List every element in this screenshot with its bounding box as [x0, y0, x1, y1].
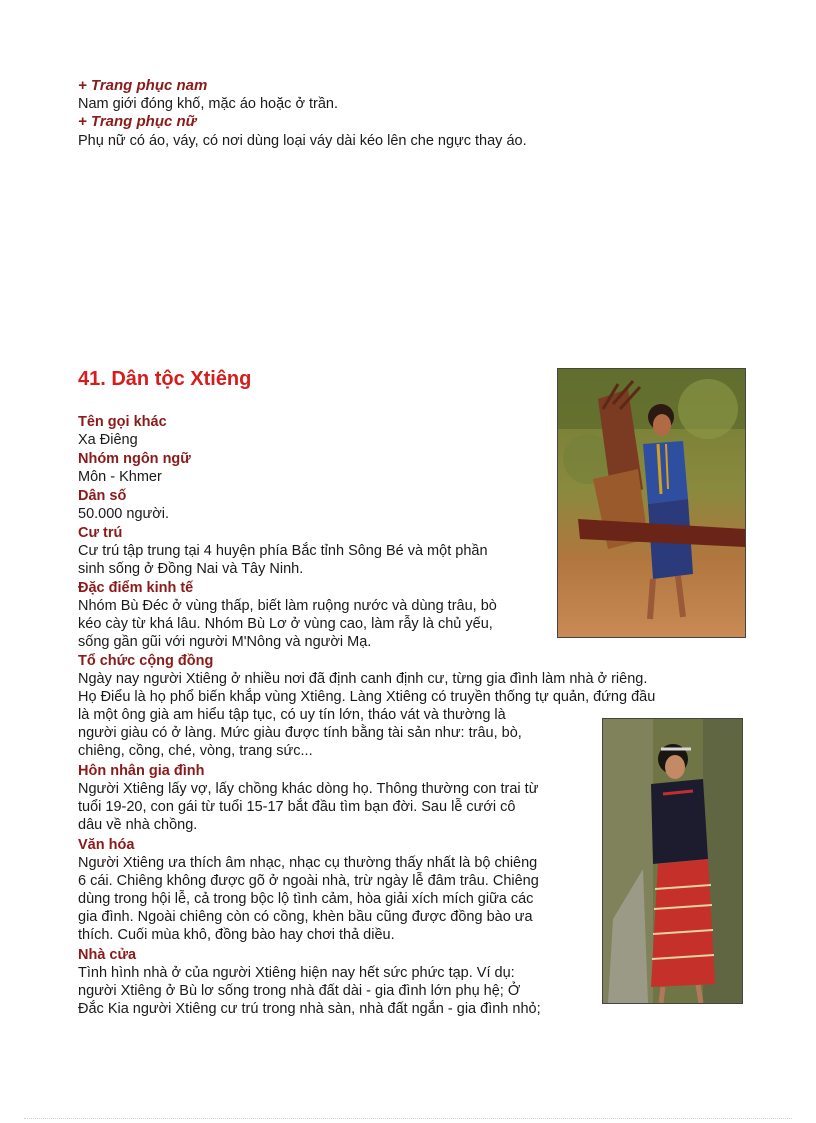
- section-heading-marriage: Hôn nhân gia đình: [78, 763, 205, 779]
- photo-woman-traditional-costume-image: [603, 719, 742, 1003]
- section-line: là một ông già am hiểu tập tục, có uy tín lớn, tháo vát và thường là: [78, 707, 506, 723]
- section-heading-economy: Đặc điểm kinh tế: [78, 580, 194, 596]
- section-line: thích. Cuối mùa khô, đồng bào hay chơi thả diều.: [78, 927, 395, 943]
- section-line: tuổi 19-20, con gái từ tuổi 15-17 bắt đầu tìm bạn đời. Sau lễ cưới cô: [78, 799, 516, 815]
- section-line: chiêng, cồng, ché, vòng, trang sức...: [78, 743, 313, 759]
- men-costume-text: Nam giới đóng khố, mặc áo hoặc ở trần.: [78, 96, 339, 112]
- photo-woman-carrying-wood: [557, 368, 746, 638]
- women-costume-heading: + Trang phục nữ: [78, 113, 197, 130]
- section-line: Ngày nay người Xtiêng ở nhiều nơi đã định canh định cư, từng gia đình làm nhà ở riêng.: [78, 671, 648, 687]
- section-line: Đắc Kia người Xtiêng cư trú trong nhà sàn, nhà đất ngắn - gia đình nhỏ;: [78, 1001, 541, 1017]
- section-line: người Xtiêng ở Bù lơ sống trong nhà đất dài - gia đình lớn phụ hệ; Ở: [78, 983, 521, 999]
- section-line: Nhóm Bù Đéc ở vùng thấp, biết làm ruộng nước và dùng trâu, bò: [78, 598, 497, 614]
- men-costume-heading: + Trang phục nam: [78, 77, 208, 94]
- section-line: dâu về nhà chồng.: [78, 817, 198, 833]
- section-heading-community: Tổ chức cộng đồng: [78, 653, 214, 669]
- section-heading-other-names: Tên gọi khác: [78, 414, 167, 430]
- section-heading-language: Nhóm ngôn ngữ: [78, 451, 191, 467]
- women-costume-text: Phụ nữ có áo, váy, có nơi dùng loại váy dài kéo lên che ngực thay áo.: [78, 133, 527, 149]
- section-line: Người Xtiêng ưa thích âm nhạc, nhạc cụ thường thấy nhất là bộ chiêng: [78, 855, 538, 871]
- section-line: 6 cái. Chiêng không được gõ ở ngoài nhà, trừ ngày lễ đâm trâu. Chiêng: [78, 873, 539, 889]
- section-line: Người Xtiêng lấy vợ, lấy chồng khác dòng họ. Thông thường con trai từ: [78, 781, 539, 797]
- section-heading-culture: Văn hóa: [78, 837, 135, 853]
- photo-woman-traditional-costume: [602, 718, 743, 1004]
- section-line: Họ Điểu là họ phổ biến khắp vùng Xtiêng. Làng Xtiêng có truyền thống tự quản, đứng đầu: [78, 689, 656, 705]
- section-line: dùng trong hội lễ, cả trong bộc lộ tình cảm, hòa giải xích mích giữa các: [78, 891, 534, 907]
- section-heading-residence: Cư trú: [78, 525, 123, 541]
- page-title: 41. Dân tộc Xtiêng: [78, 368, 252, 390]
- section-line: Tình hình nhà ở của người Xtiêng hiện nay hết sức phức tạp. Ví dụ:: [78, 965, 515, 981]
- section-line: sinh sống ở Đồng Nai và Tây Ninh.: [78, 561, 304, 577]
- section-line: Cư trú tập trung tại 4 huyện phía Bắc tỉnh Sông Bé và một phần: [78, 543, 488, 559]
- section-line: gia đình. Ngoài chiêng còn có cồng, khèn bầu cũng được đồng bào ưa: [78, 909, 533, 925]
- section-line: 50.000 người.: [78, 506, 169, 522]
- section-heading-population: Dân số: [78, 488, 127, 504]
- section-heading-housing: Nhà cửa: [78, 947, 137, 963]
- page-bottom-divider: [24, 1118, 792, 1119]
- photo-woman-carrying-wood-image: [558, 369, 745, 637]
- section-line: kéo cày từ khá lâu. Nhóm Bù Lơ ở vùng cao, làm rẫy là chủ yếu,: [78, 616, 493, 632]
- section-line: sống gần gũi với người M'Nông và người Mạ.: [78, 634, 372, 650]
- section-line: người giàu có ở làng. Mức giàu được tính bằng tài sản như: trâu, bò,: [78, 725, 522, 741]
- section-line: Xa Điêng: [78, 432, 138, 448]
- section-line: Môn - Khmer: [78, 469, 162, 485]
